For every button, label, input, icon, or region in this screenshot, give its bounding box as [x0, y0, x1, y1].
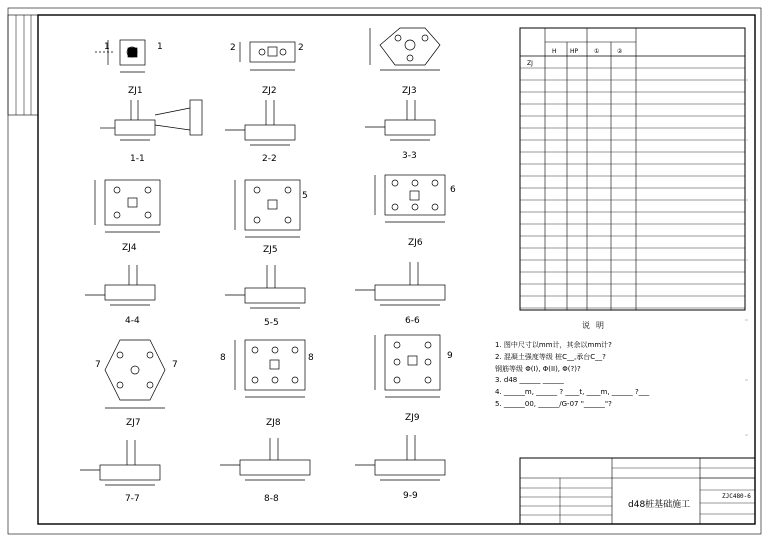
- sheet-inner-border: [38, 15, 755, 524]
- section-9-9: [355, 435, 445, 480]
- section-mark-1-right: 1: [157, 42, 163, 52]
- section-label-8-8: 8-8: [264, 494, 279, 504]
- section-mark-7-left: 7: [95, 360, 101, 370]
- section-label-6-6: 6-6: [405, 316, 420, 326]
- table-header-1: ①: [594, 48, 600, 55]
- section-mark-7-right: 7: [172, 360, 178, 370]
- note-item-4: 4. ______m, ______ ? ____t, ____m, ______ ?___: [495, 388, 650, 396]
- drawing-title: d48桩基础施工: [628, 500, 691, 510]
- plan-label-zj5: ZJ5: [263, 245, 278, 255]
- table-header-h: H: [552, 48, 557, 55]
- note-item-2: 2. 混凝土强度等级 桩C__,承台C__?: [495, 353, 606, 361]
- plan-zj5: [235, 180, 300, 237]
- plan-zj4: [95, 180, 160, 232]
- sheet-outer-border: [8, 8, 761, 534]
- drawing-number: ZJC480-6: [722, 493, 751, 500]
- section-mark-9: 9: [447, 351, 453, 361]
- section-4-4: [85, 265, 155, 305]
- section-mark-2-left: 2: [230, 43, 236, 53]
- section-mark-8-right: 8: [308, 353, 314, 363]
- note-item-1: 1. 图中尺寸以mm计，其余以mm计?: [495, 341, 612, 349]
- section-label-4-4: 4-4: [125, 316, 140, 326]
- pile-cap-table: [520, 28, 745, 310]
- plan-zj7: [105, 340, 165, 408]
- table-header-2: ②: [617, 48, 623, 55]
- notes-title: 说明: [582, 321, 610, 330]
- plan-zj3: [370, 28, 440, 70]
- plan-zj2: [240, 42, 295, 70]
- plan-label-zj2: ZJ2: [262, 86, 277, 96]
- plan-label-zj3: ZJ3: [402, 86, 417, 96]
- section-mark-2-right: 2: [298, 43, 304, 53]
- section-3-3: [365, 100, 435, 140]
- section-6-6: [355, 262, 445, 305]
- section-2-2: [225, 100, 295, 145]
- section-mark-6: 6: [450, 185, 456, 195]
- plan-label-zj7: ZJ7: [126, 418, 141, 428]
- section-mark-1-left: 1: [104, 42, 110, 52]
- section-label-5-5: 5-5: [264, 318, 279, 328]
- section-label-7-7: 7-7: [125, 494, 140, 504]
- plan-label-zj1: ZJ1: [128, 86, 143, 96]
- table-header-hp: HP: [570, 48, 579, 55]
- section-8-8: [220, 438, 310, 480]
- title-block: [520, 458, 755, 524]
- section-mark-8-left: 8: [220, 353, 226, 363]
- section-5-5: [225, 265, 305, 308]
- note-item-2-cont: 钢筋等级 Φ(I), Φ(II), Φ(?)?: [495, 365, 581, 373]
- note-item-3: 3. d48 ______ ______: [495, 376, 564, 384]
- section-label-1-1: 1-1: [130, 154, 145, 164]
- section-label-3-3: 3-3: [402, 151, 417, 161]
- plan-label-zj9: ZJ9: [405, 413, 420, 423]
- table-row-label-zj: ZJ: [527, 60, 533, 67]
- table-row-lines: [520, 68, 745, 308]
- section-1-1: [100, 100, 202, 140]
- section-label-2-2: 2-2: [262, 154, 277, 164]
- plan-zj9: [375, 335, 440, 397]
- plan-zj8: [235, 340, 305, 397]
- plan-zj1: [95, 40, 145, 72]
- plan-label-zj8: ZJ8: [266, 418, 281, 428]
- section-mark-5: 5: [302, 191, 308, 201]
- binding-strip: [8, 15, 38, 115]
- section-7-7: [80, 440, 160, 485]
- section-label-9-9: 9-9: [403, 491, 418, 501]
- plan-label-zj4: ZJ4: [122, 243, 137, 253]
- note-item-5: 5. ______00, ______/G-07 "______"?: [495, 400, 612, 408]
- plan-zj6: [375, 175, 445, 222]
- plan-label-zj6: ZJ6: [408, 238, 423, 248]
